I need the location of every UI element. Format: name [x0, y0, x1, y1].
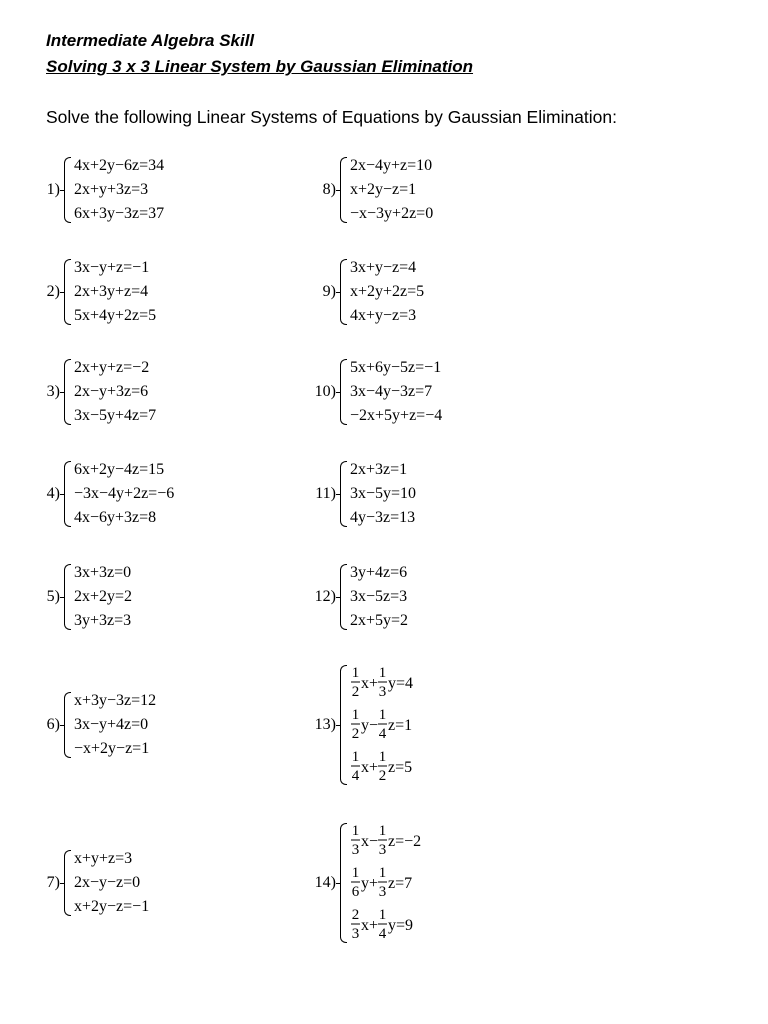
problem-1: [30, 154, 164, 226]
problem-12: [300, 561, 408, 633]
equation: 5x+6y−5z=−1: [350, 359, 442, 376]
system-brace: [64, 461, 71, 527]
equation-term: y=9: [388, 917, 414, 934]
equation: x+2y−z=−1: [74, 898, 150, 915]
denominator: 2: [351, 684, 360, 700]
equation: 3x+3z=0: [74, 564, 132, 581]
equation: 3x−5z=3: [350, 588, 408, 605]
fraction-equation: [350, 862, 460, 904]
problem-5: [30, 561, 132, 633]
fraction: [351, 865, 360, 900]
numerator: 1: [351, 823, 360, 839]
equation: 2x+5y=2: [350, 612, 409, 629]
equation: 2x+2y=2: [74, 588, 133, 605]
equation-system: [74, 689, 156, 761]
system-brace: [340, 157, 347, 223]
equation-system: [74, 356, 156, 428]
equation-term: z=5: [388, 759, 413, 776]
problem-number: 8): [322, 181, 336, 198]
equation: 4x+2y−6z=34: [74, 157, 165, 174]
problem-number: 7): [46, 874, 60, 891]
fraction: [378, 907, 387, 942]
fraction-equation: [350, 904, 460, 946]
equation: 2x+y+z=−2: [74, 359, 150, 376]
equation: −2x+5y+z=−4: [350, 407, 443, 424]
system-brace: [340, 665, 347, 785]
system-brace: [64, 259, 71, 325]
equation: 6x+2y−4z=15: [74, 461, 165, 478]
problem-number: 9): [322, 283, 336, 300]
system-brace: [64, 157, 71, 223]
numerator: 1: [378, 823, 387, 839]
fraction: [378, 865, 387, 900]
numerator: 1: [378, 749, 387, 765]
system-brace: [64, 359, 71, 425]
equation: [350, 862, 460, 904]
equation-term: x−: [361, 833, 379, 850]
fraction: [351, 823, 360, 858]
denominator: 2: [378, 768, 387, 784]
equation: 4x+y−z=3: [350, 307, 417, 324]
equation: −3x−4y+2z=−6: [74, 485, 175, 502]
fraction: [351, 665, 360, 700]
problem-number: 10): [314, 383, 336, 400]
equation-system: [350, 154, 433, 226]
equation: 3x+y−z=4: [350, 259, 417, 276]
equation: 3x−5y+4z=7: [74, 407, 157, 424]
equation-term: x+: [361, 675, 379, 692]
equation: [350, 662, 460, 704]
equation-term: z=7: [388, 875, 413, 892]
system-brace: [64, 850, 71, 916]
equation: 4x−6y+3z=8: [74, 509, 157, 526]
system-brace: [64, 692, 71, 758]
problem-3: [30, 356, 156, 428]
problem-number: 13): [314, 716, 336, 733]
equation: 6x+3y−3z=37: [74, 205, 165, 222]
equation-system: [74, 154, 164, 226]
equation-system: [74, 847, 149, 919]
equation: 5x+4y+2z=5: [74, 307, 157, 324]
system-brace: [340, 259, 347, 325]
problem-10: [300, 356, 442, 428]
numerator: 1: [351, 707, 360, 723]
fraction: [378, 749, 387, 784]
fraction: [351, 707, 360, 742]
equation: x+2y+2z=5: [350, 283, 425, 300]
equation: 3y+3z=3: [74, 612, 132, 629]
numerator: 1: [378, 665, 387, 681]
equation-system: [74, 256, 156, 328]
equation-term: y+: [361, 875, 379, 892]
fraction: [378, 665, 387, 700]
equation: [350, 746, 460, 788]
equation: x+3y−3z=12: [74, 692, 157, 709]
fraction-equation: [350, 746, 460, 788]
equation: [350, 704, 460, 746]
problem-number: 5): [46, 588, 60, 605]
problem-number: 12): [314, 588, 336, 605]
denominator: 4: [351, 768, 360, 784]
problem-number: 11): [315, 485, 336, 502]
numerator: 1: [351, 665, 360, 681]
equation-term: y=4: [388, 675, 414, 692]
equation: 2x−4y+z=10: [350, 157, 433, 174]
fraction: [351, 907, 360, 942]
fraction: [378, 823, 387, 858]
problem-7: [30, 847, 149, 919]
equation: x+2y−z=1: [350, 181, 417, 198]
equation-term: x+: [361, 917, 379, 934]
problem-14: [300, 820, 460, 946]
equation-system: [74, 458, 174, 530]
fraction-equation: [350, 704, 460, 746]
system-brace: [340, 564, 347, 630]
problem-11: [300, 458, 416, 530]
denominator: 4: [378, 926, 387, 942]
problem-4: [30, 458, 174, 530]
equation: 2x−y−z=0: [74, 874, 141, 891]
problem-6: [30, 689, 156, 761]
numerator: 1: [378, 707, 387, 723]
problem-8: [300, 154, 433, 226]
problem-number: 1): [46, 181, 60, 198]
numerator: 1: [351, 865, 360, 881]
equation: 3y+4z=6: [350, 564, 408, 581]
equation: 4y−3z=13: [350, 509, 416, 526]
system-brace: [64, 564, 71, 630]
problem-9: [300, 256, 424, 328]
equation: 3x−4y−3z=7: [350, 383, 433, 400]
equation: [350, 820, 460, 862]
equation: 3x−y+z=−1: [74, 259, 150, 276]
equation: x+y+z=3: [74, 850, 133, 867]
denominator: 4: [378, 726, 387, 742]
equation: 3x−5y=10: [350, 485, 417, 502]
equation-system: [350, 356, 442, 428]
numerator: 1: [378, 865, 387, 881]
numerator: 1: [378, 907, 387, 923]
problem-13: [300, 662, 460, 788]
system-brace: [340, 359, 347, 425]
problem-number: 14): [314, 874, 336, 891]
equation-term: z=−2: [388, 833, 422, 850]
worksheet-title: Intermediate Algebra Skill: [46, 31, 255, 50]
problem-number: 6): [46, 716, 60, 733]
numerator: 2: [351, 907, 360, 923]
problem-2: [30, 256, 156, 328]
equation: [350, 904, 460, 946]
equation: 3x−y+4z=0: [74, 716, 149, 733]
system-brace: [340, 823, 347, 943]
fraction: [378, 707, 387, 742]
equation: 2x+3z=1: [350, 461, 408, 478]
denominator: 3: [378, 884, 387, 900]
numerator: 1: [351, 749, 360, 765]
fraction: [351, 749, 360, 784]
denominator: 3: [378, 684, 387, 700]
equation: −x+2y−z=1: [74, 740, 150, 757]
equation-system: [350, 662, 460, 788]
equation-system: [350, 458, 416, 530]
equation-system: [350, 820, 460, 946]
equation: −x−3y+2z=0: [350, 205, 434, 222]
problem-number: 3): [46, 383, 60, 400]
fraction-equation: [350, 662, 460, 704]
fraction-equation: [350, 820, 460, 862]
instructions: Solve the following Linear Systems of Equations by Gaussian Elimination:: [46, 107, 617, 127]
problem-number: 2): [46, 283, 60, 300]
equation: 2x+3y+z=4: [74, 283, 149, 300]
equation: 2x−y+3z=6: [74, 383, 149, 400]
worksheet-subtitle: Solving 3 x 3 Linear System by Gaussian Elimination: [46, 57, 474, 76]
system-brace: [340, 461, 347, 527]
denominator: 3: [378, 842, 387, 858]
equation-term: x+: [361, 759, 379, 776]
denominator: 6: [351, 884, 360, 900]
equation-term: y−: [361, 717, 379, 734]
equation-term: z=1: [388, 717, 413, 734]
denominator: 2: [351, 726, 360, 742]
problem-number: 4): [46, 485, 60, 502]
equation: 2x+y+3z=3: [74, 181, 149, 198]
denominator: 3: [351, 842, 360, 858]
equation-system: [350, 561, 408, 633]
equation-system: [74, 561, 132, 633]
equation-system: [350, 256, 424, 328]
denominator: 3: [351, 926, 360, 942]
